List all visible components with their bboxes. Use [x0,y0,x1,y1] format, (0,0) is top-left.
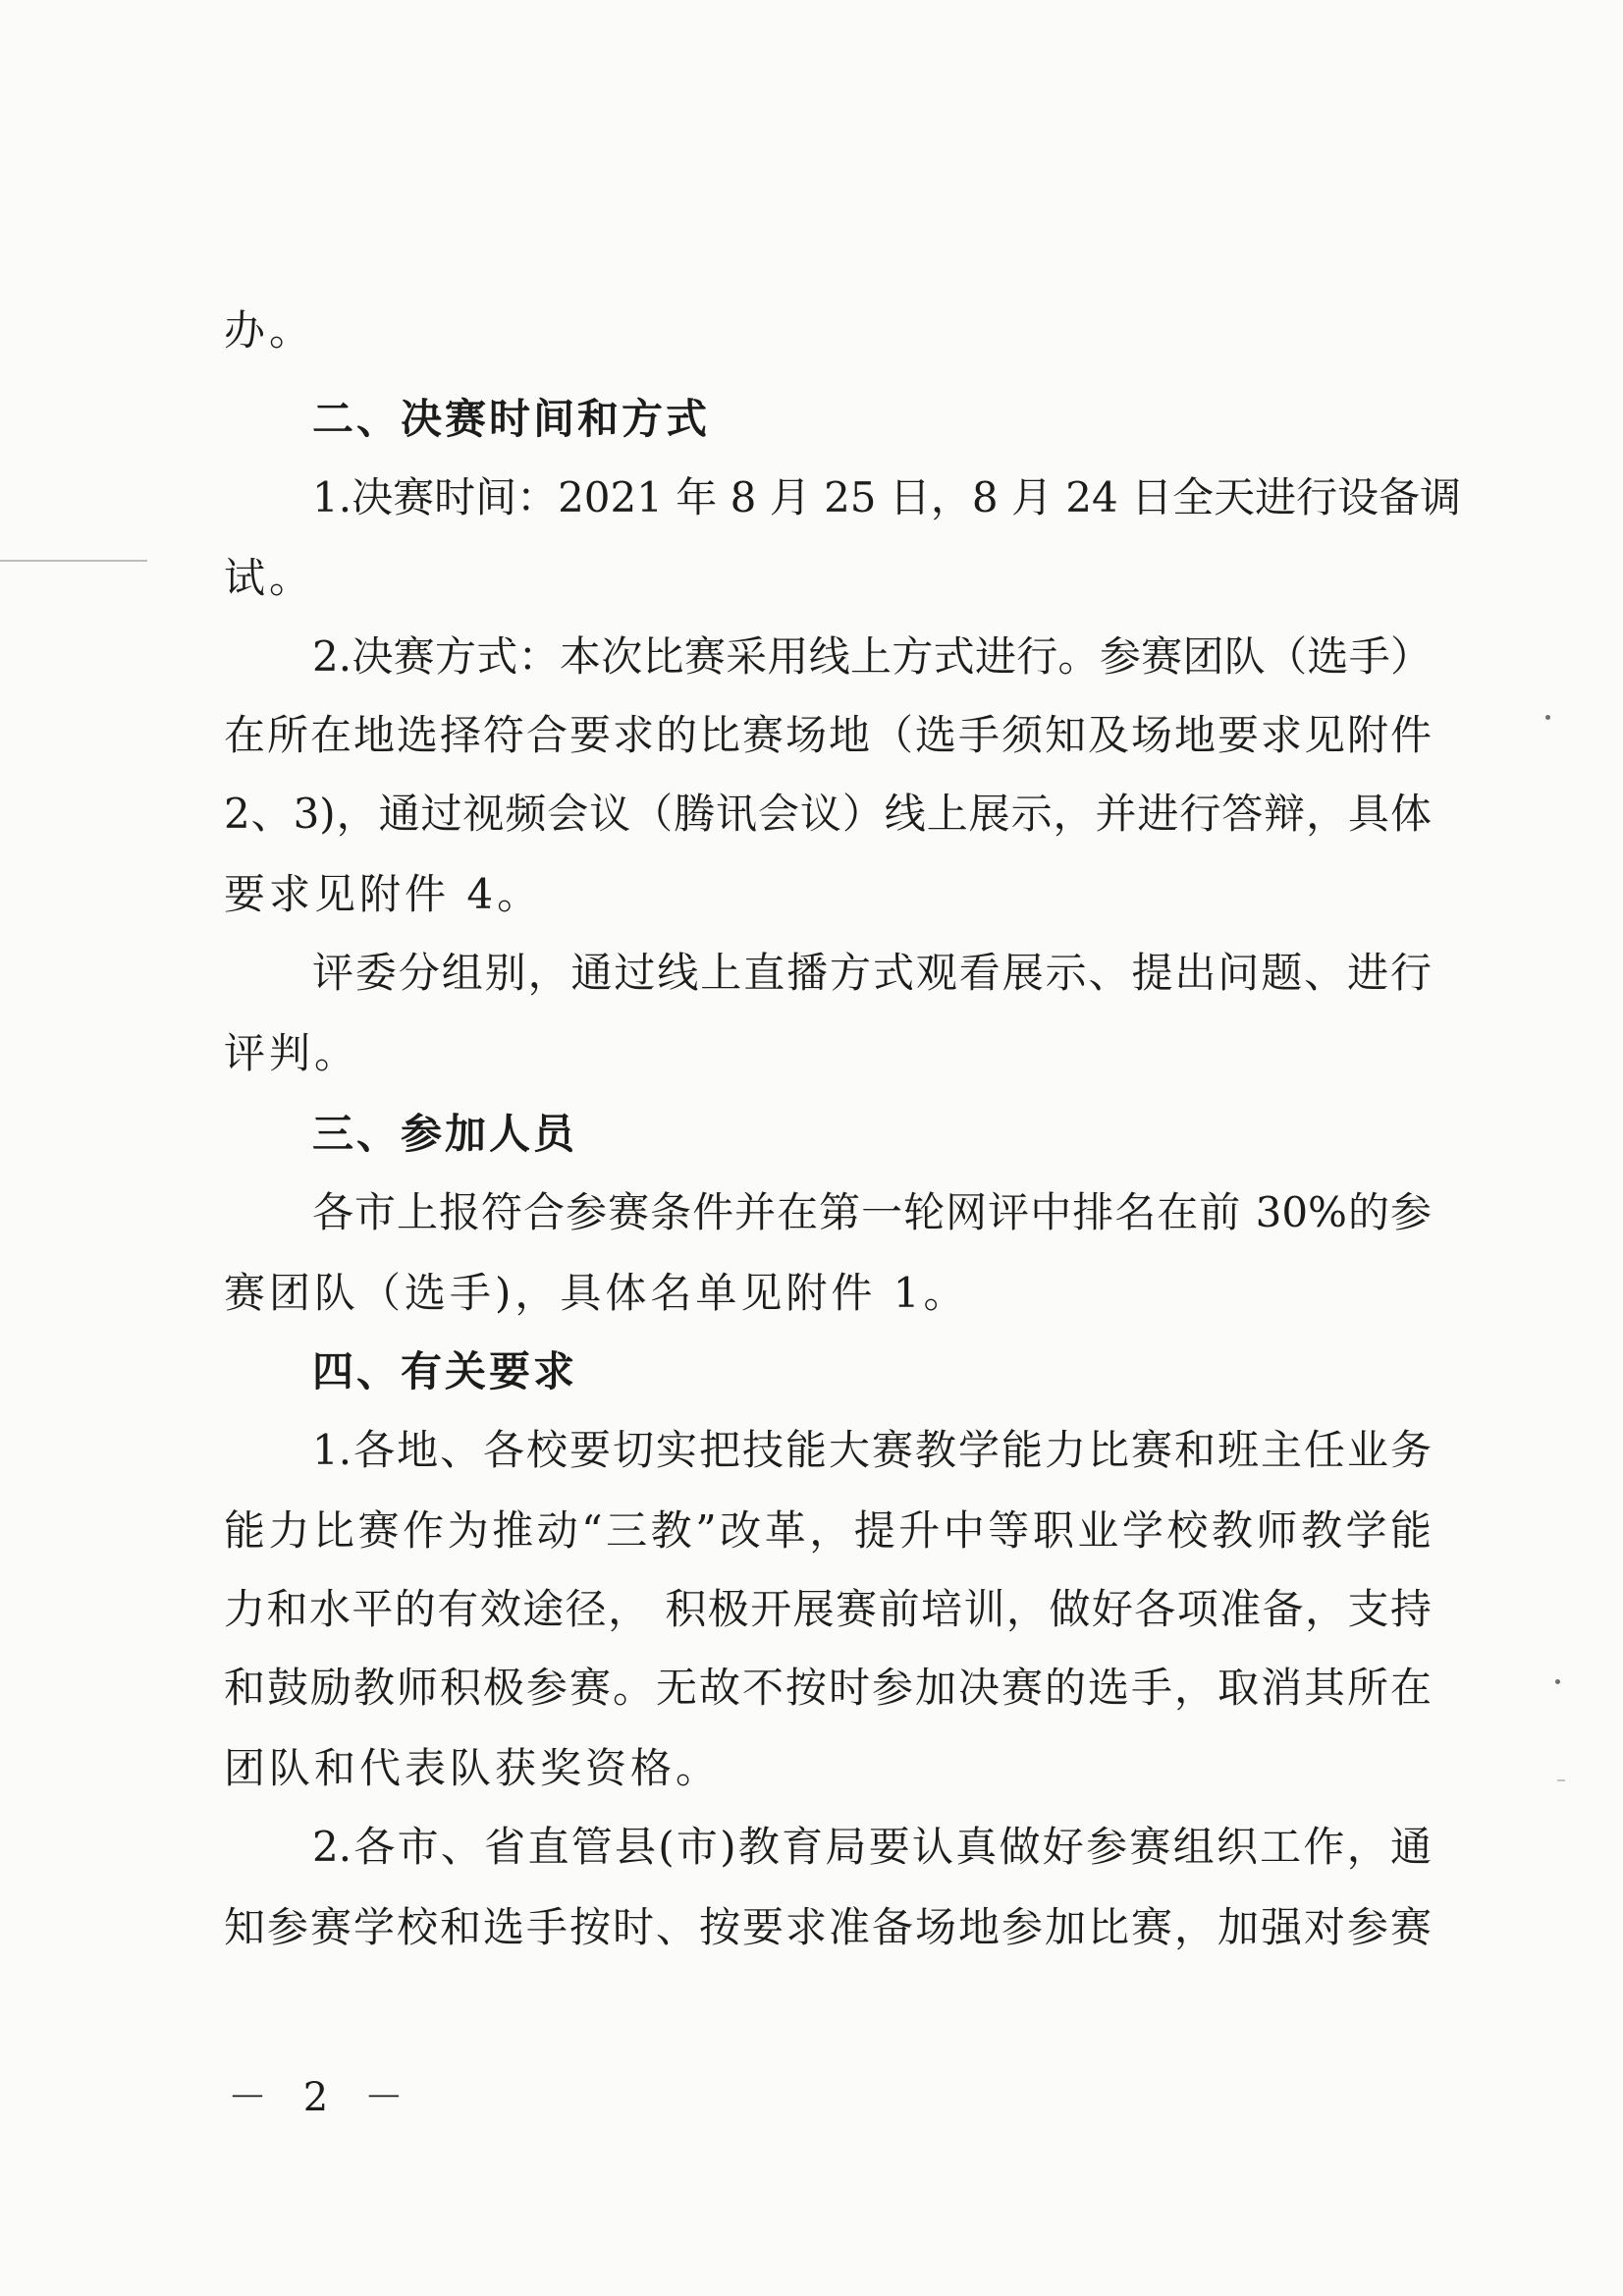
text-line-13: 赛团队（选手)，具体名单见附件 1。 [224,1269,969,1317]
text-line-15: 1.各地、各校要切实把技能大赛教学能力比赛和班主任业务 [312,1426,1432,1474]
text-line-12: 各市上报符合参赛条件并在第一轮网评中排名在前 30%的参 [312,1188,1432,1236]
scan-dot [1545,715,1550,720]
text-line-18: 和鼓励教师积极参赛。无故不按时参加决赛的选手，取消其所在 [224,1664,1432,1712]
text-line-1: 办。 [224,306,315,355]
scan-mark [0,560,147,562]
text-line-21: 知参赛学校和选手按时、按要求准备场地参加比赛，加强对参赛 [224,1903,1432,1951]
text-line-9: 评委分组别，通过线上直播方式观看展示、提出问题、进行 [312,949,1432,997]
text-line-10: 评判。 [224,1029,360,1077]
text-line-17: 力和水平的有效途径， 积极开展赛前培训，做好各项准备，支持 [224,1585,1432,1633]
section-heading-3: 三、参加人员 [312,1110,578,1158]
text-line-8: 要求见附件 4。 [224,870,543,918]
page-number: － 2 － [228,2075,415,2120]
text-line-19: 团队和代表队获奖资格。 [224,1744,722,1792]
section-heading-2: 二、决赛时间和方式 [312,395,711,443]
section-heading-4: 四、有关要求 [312,1347,578,1395]
scan-mark [1557,1779,1565,1781]
text-line-4: 试。 [224,554,315,602]
text-line-3: 1.决赛时间：2021 年 8 月 25 日，8 月 24 日全天进行设备调 [312,473,1462,521]
scan-dot [1555,1679,1560,1684]
text-line-16: 能力比赛作为推动“三教”改革，提升中等职业学校教师教学能 [224,1506,1432,1555]
text-line-7: 2、3)，通过视频会议（腾讯会议）线上展示，并进行答辩，具体 [224,790,1432,838]
text-line-5: 2.决赛方式：本次比赛采用线上方式进行。参赛团队（选手） [312,632,1432,681]
text-line-6: 在所在地选择符合要求的比赛场地（选手须知及场地要求见附件 [224,711,1432,759]
text-line-20: 2.各市、省直管县(市)教育局要认真做好参赛组织工作，通 [312,1823,1432,1871]
